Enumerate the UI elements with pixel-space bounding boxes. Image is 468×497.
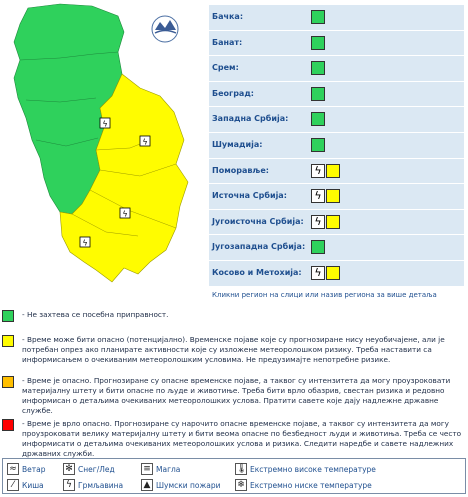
icon-key-item — [235, 463, 376, 475]
icon-key-label: Киша — [22, 480, 44, 490]
region-name-link[interactable]: Поморавље: — [212, 165, 269, 175]
icon-key-label: Грмљавина — [78, 480, 124, 490]
warning-marker-kosovo[interactable] — [80, 237, 90, 248]
region-warning-cells — [311, 10, 325, 24]
region-name-link[interactable]: Југозападна Србија: — [212, 242, 306, 252]
warning-level-green — [311, 240, 325, 254]
region-hint-row — [209, 287, 464, 307]
icon-key-item — [7, 463, 46, 475]
warning-level-green — [311, 112, 325, 126]
region-row[interactable] — [209, 31, 464, 57]
region-warning-cells — [311, 138, 325, 152]
legend-text-orange: - Време је опасно. Прогнозиране су опасне временске појаве, а таквог су интензитета да могу проузроковати материјалну штету и бити опасне по људе и животиње. Треба бити врло обазрив, свестан ризика и редовно информисан о детаљима очекиваних метеоролошких услова. Пратити савете које дају надлежне државне службе. — [22, 376, 451, 415]
icon-key-item — [63, 479, 123, 491]
thunderstorm-icon: ϟ — [311, 266, 325, 280]
region-row[interactable] — [209, 261, 464, 287]
forest-fire-icon: ▲ — [141, 479, 153, 491]
warning-level-yellow — [326, 189, 340, 203]
region-name-link[interactable]: Бачка: — [212, 12, 244, 21]
legend-orange — [2, 376, 466, 415]
icon-key-item — [63, 463, 115, 475]
legend-text-red: - Време је врло опасно. Прогнозиране су нарочито опасне временске појаве, а таквог су интензитета да могу проузроковати велику материјалну штету и бити веома опасне по безбедност људи и животиња. Треба се често информисати о детаљима очекиваних метеоролошких услова и ризика. Следити наредбе и савете надлежних државних служби. — [22, 419, 462, 458]
icon-key-label: Ветар — [22, 464, 46, 474]
thunderstorm-icon: ϟ — [63, 479, 75, 491]
region-row[interactable] — [209, 159, 464, 185]
region-warning-cells — [311, 87, 325, 101]
legend-text-green: - Не захтева се посебна приправност. — [22, 310, 169, 319]
fog-icon: ≡ — [141, 463, 153, 475]
phenomena-icon-key — [2, 458, 466, 494]
warning-level-green — [311, 138, 325, 152]
svg-text:ϟ: ϟ — [82, 238, 88, 248]
region-warning-cells — [311, 61, 325, 75]
legend-swatch-orange — [2, 376, 14, 388]
region-name-link[interactable]: Београд: — [212, 88, 254, 98]
icon-key-label: Снег/Лед — [78, 464, 115, 474]
region-row[interactable] — [209, 56, 464, 82]
wind-icon: ≈ — [7, 463, 19, 475]
svg-text:ϟ: ϟ — [122, 209, 128, 219]
warning-level-green — [311, 10, 325, 24]
warning-level-green — [311, 61, 325, 75]
thunderstorm-icon: ϟ — [311, 215, 325, 229]
region-row[interactable] — [209, 5, 464, 31]
warning-level-yellow — [326, 164, 340, 178]
snow-ice-icon: ✻ — [63, 463, 75, 475]
thunderstorm-icon: ϟ — [311, 164, 325, 178]
rain-icon: ⁄ — [7, 479, 19, 491]
legend-green — [2, 310, 466, 322]
icon-key-label: Екстремно ниске температуре — [250, 480, 372, 490]
legend-swatch-red — [2, 419, 14, 431]
warning-marker-jugoistocna[interactable] — [120, 208, 130, 219]
svg-text:ϟ: ϟ — [102, 119, 108, 129]
warning-level-green — [311, 36, 325, 50]
icon-key-label: Шумски пожари — [156, 480, 221, 490]
rhmz-logo — [152, 16, 178, 42]
region-list — [209, 5, 464, 298]
region-row[interactable] — [209, 210, 464, 236]
icon-key-item — [141, 479, 221, 491]
region-name-link[interactable]: Шумадија: — [212, 139, 263, 149]
warning-level-green — [311, 87, 325, 101]
region-name-link[interactable]: Источна Србија: — [212, 191, 287, 201]
region-warning-cells — [311, 240, 325, 254]
region-warning-cells — [311, 164, 340, 178]
region-warning-cells — [311, 36, 325, 50]
region-warning-cells — [311, 189, 340, 203]
region-row[interactable] — [209, 184, 464, 210]
warning-marker-istocna[interactable] — [140, 136, 150, 147]
icon-key-item — [7, 479, 44, 491]
warning-marker-pomoravlje[interactable] — [100, 118, 110, 129]
icon-key-label: Магла — [156, 464, 181, 474]
legend-text-yellow: - Време може бити опасно (потенцијално). Временске појаве које су прогнозиране нису неуобичајене, али је потребан опрез ако планирате активности које су изложене метеоролошком ризику. Треба наставити са информисањем о очекиваним метеоролошким условима. Не предузимајте непотребне ризике. — [22, 335, 445, 364]
legend-yellow — [2, 335, 466, 369]
high-temperature-icon: 🌡 — [236, 464, 248, 474]
warning-level-yellow — [326, 266, 340, 280]
region-name-link[interactable]: Банат: — [212, 37, 243, 47]
region-name-link[interactable]: Западна Србија: — [212, 114, 289, 124]
region-row[interactable] — [209, 235, 464, 261]
region-row[interactable] — [209, 82, 464, 108]
thunderstorm-icon: ϟ — [311, 189, 325, 203]
icon-key-label: Екстремно високе температуре — [250, 464, 376, 474]
legend-red — [2, 419, 466, 458]
legend-swatch-green — [2, 310, 14, 322]
icon-key-item — [235, 479, 372, 491]
region-row[interactable] — [209, 133, 464, 159]
region-hint: Кликни регион на слици или назив региона за више детаља — [212, 290, 437, 299]
region-warning-cells — [311, 266, 340, 280]
icon-key-item — [141, 463, 180, 475]
region-warning-cells — [311, 215, 340, 229]
region-name-link[interactable]: Југоисточна Србија: — [212, 216, 304, 226]
region-name-link[interactable]: Срем: — [212, 63, 239, 73]
svg-text:ϟ: ϟ — [142, 137, 148, 147]
low-temperature-icon: ❄ — [235, 479, 247, 491]
region-warning-cells — [311, 112, 325, 126]
region-name-link[interactable]: Косово и Метохија: — [212, 267, 302, 277]
region-row[interactable] — [209, 107, 464, 133]
serbia-warning-map[interactable] — [0, 0, 205, 296]
warning-level-yellow — [326, 215, 340, 229]
legend-swatch-yellow — [2, 335, 14, 347]
